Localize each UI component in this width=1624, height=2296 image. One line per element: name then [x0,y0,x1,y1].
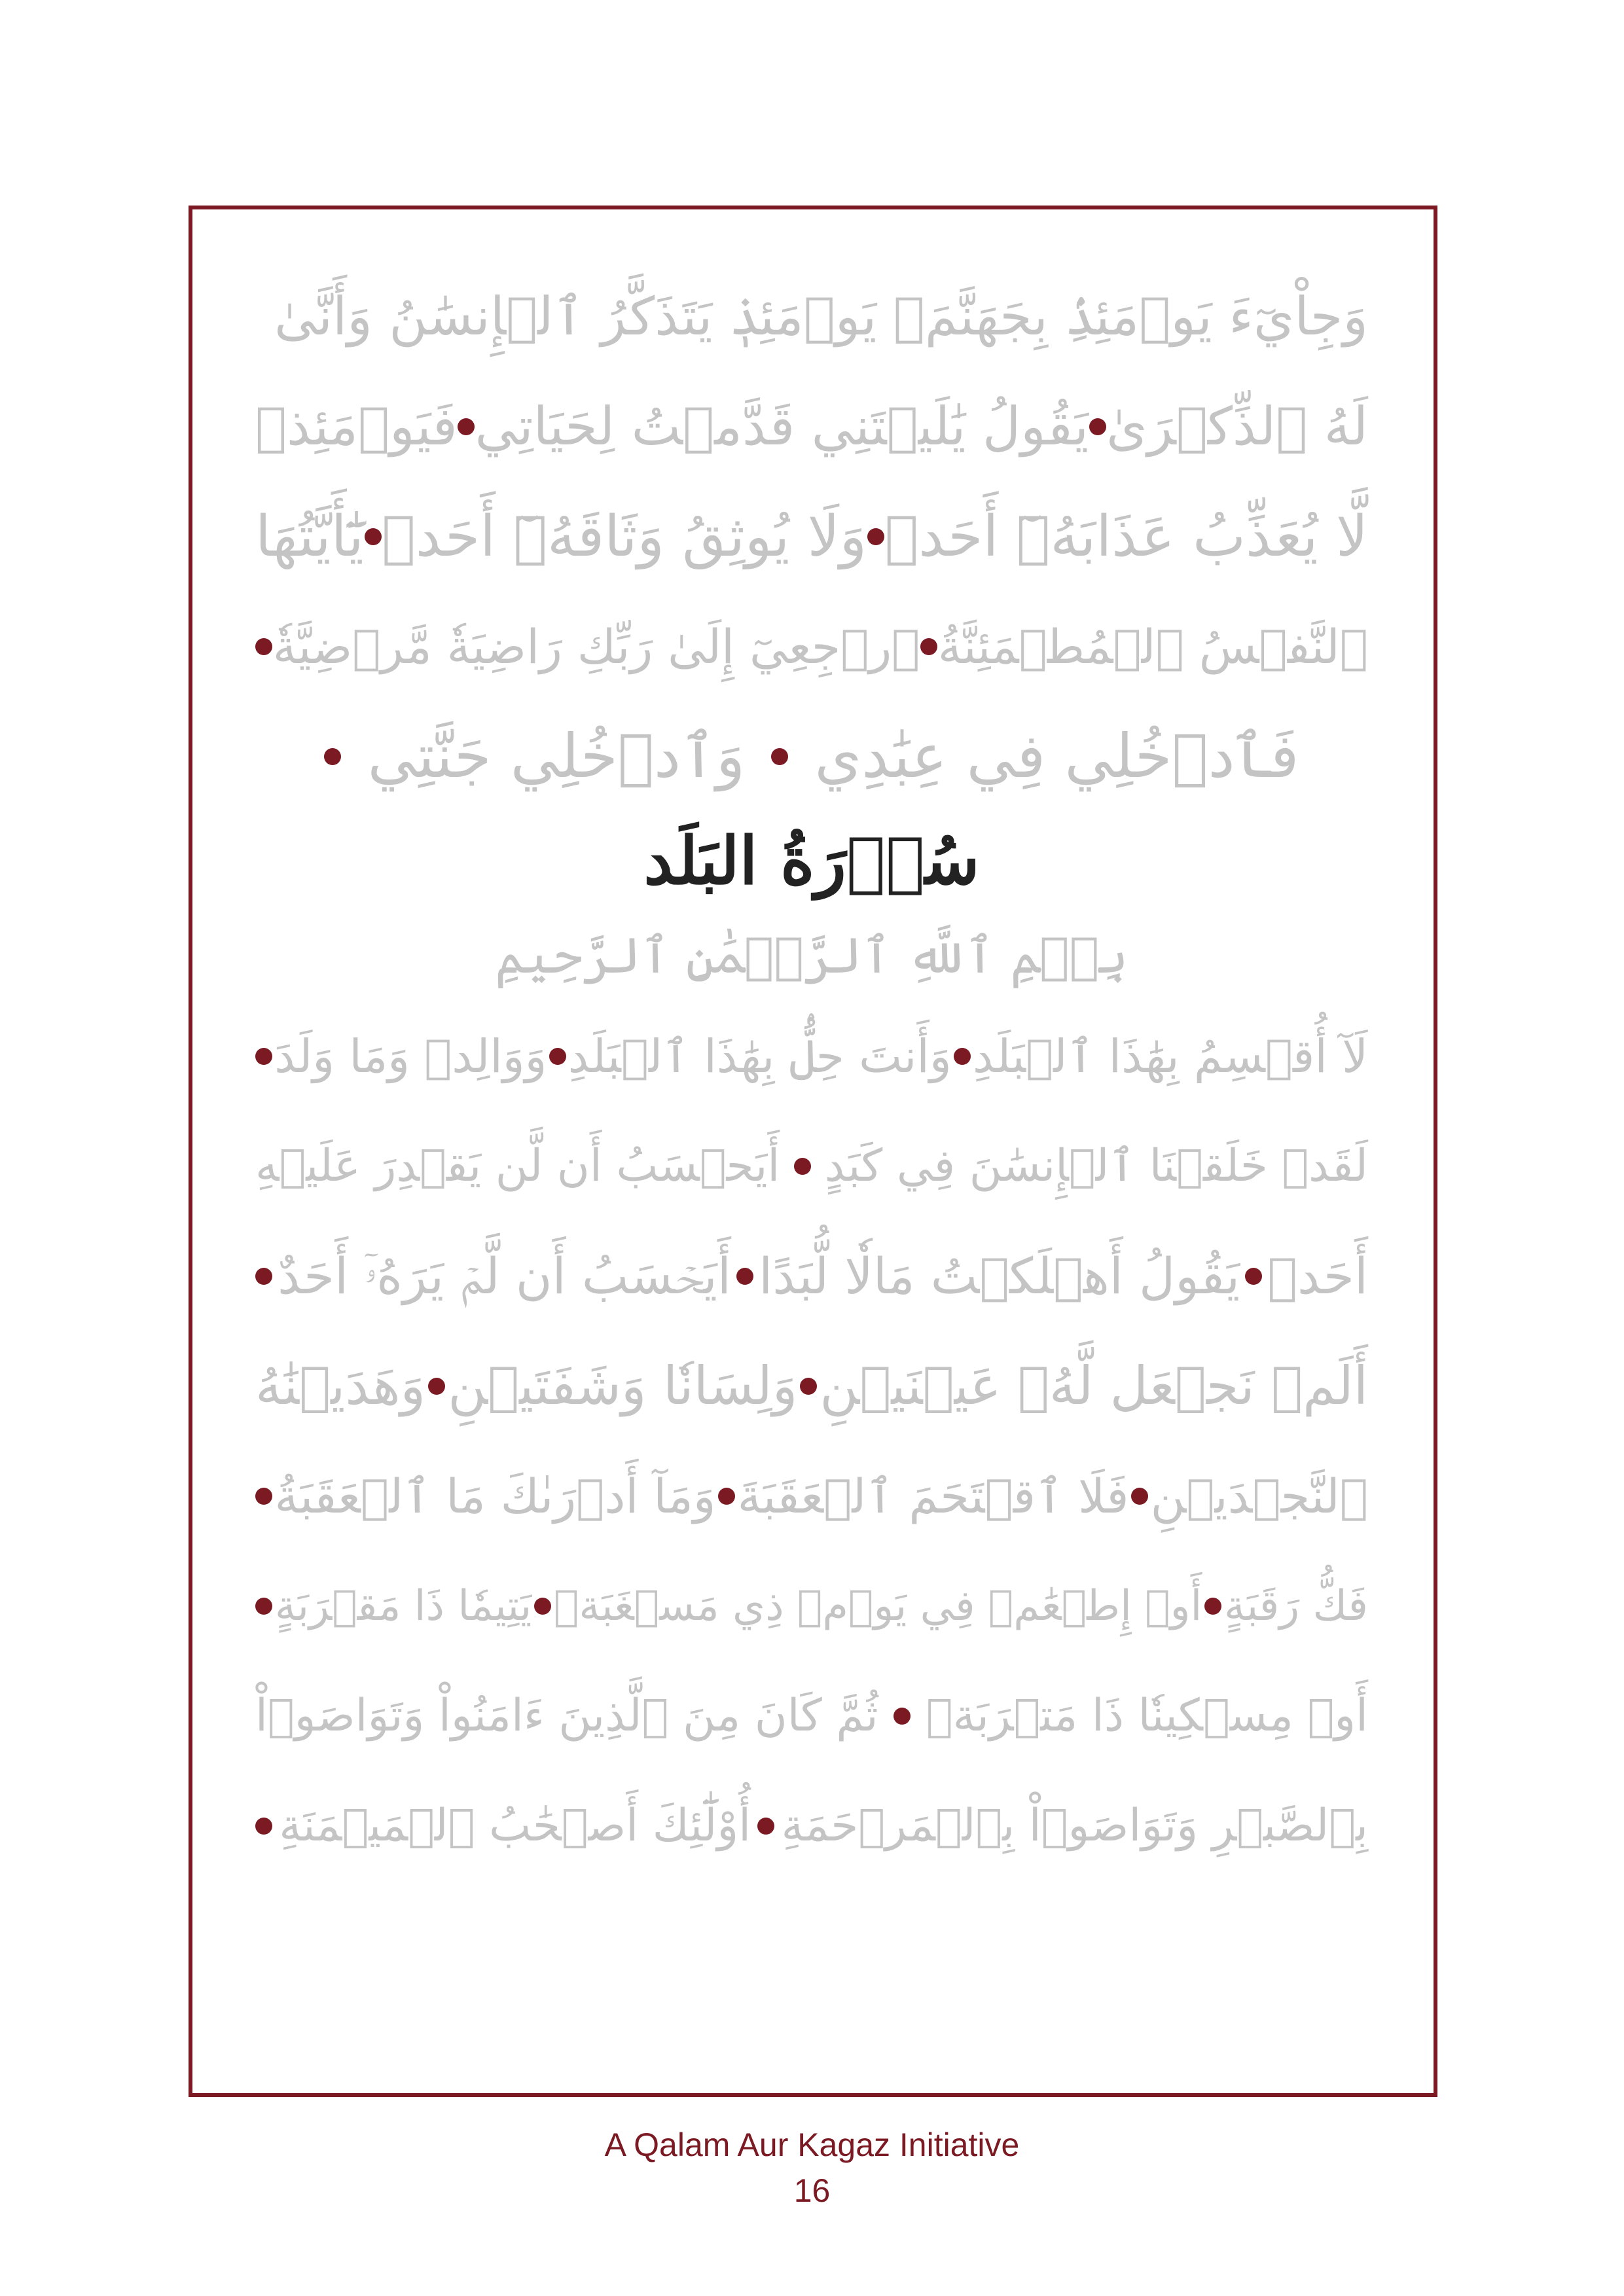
verse-end-marker [1245,1268,1262,1285]
page-content [255,262,1368,1881]
verse-end-marker [324,748,341,765]
surah-title: سُوۡرَةُ البَلَد [643,822,980,899]
verse-end-marker [255,1488,272,1505]
verse-segment: فَكُّ رَقَبَةٍ [1224,1582,1368,1630]
verse-segment: أَيَحۡسَبُ أَن لَّمۡ يَرَهُۥٓ أَحَدٌ [278,1247,731,1305]
verse-line [255,372,1368,482]
verse-line [255,1771,1368,1881]
verse-block-bottom [255,1001,1368,1881]
verse-end-marker [458,418,475,435]
verse-segment: أَوۡ إِطۡعَٰمٞ فِي يَوۡمٖ ذِي مَسۡغَبَةٖ [553,1582,1202,1630]
verse-end-marker [549,1048,566,1065]
verse-segment: أَحَدٞ [1267,1247,1368,1305]
verse-segment: وَلِسَانٗا وَشَفَتَيۡنِ [448,1355,798,1416]
verse-segment: وَلَا يُوثِقُ وَثَاقَهُۥٓ أَحَدٞ [382,504,867,569]
verse-segment: لَهُ ٱلذِّكۡرَىٰ [1106,396,1368,457]
verse-segment: لَقَدۡ خَلَقۡنَا ٱلۡإِنسَٰنَ فِي كَبَدٍ [824,1140,1368,1192]
verse-line [255,482,1368,592]
verse-end-marker [757,1818,774,1835]
verse-segment: ٱلنَّجۡدَيۡنِ [1150,1469,1368,1524]
verse-end-marker [920,638,937,655]
verse-line [255,1001,1368,1111]
verse-line [255,702,1368,812]
verse-segment: يَقُولُ أَهۡلَكۡتُ مَالٗا لُّبَدًا [759,1247,1240,1305]
verse-segment: وَأَنتَ حِلُّۢ بِهَٰذَا ٱلۡبَلَدِ [568,1030,952,1083]
verse-segment: أَيَحۡسَبُ أَن لَّن يَقۡدِرَ عَلَيۡهِ [255,1140,780,1192]
verse-end-marker [365,528,382,545]
verse-line [255,262,1368,372]
footer-credit: A Qalam Aur Kagaz Initiative [604,2126,1020,2163]
verse-end-marker [1204,1598,1221,1615]
verse-end-marker [255,1598,272,1615]
verse-segment: فَيَوۡمَئِذٖ [255,396,458,457]
verse-line [255,1111,1368,1221]
verse-segment: لَّا يُعَذِّبُ عَذَابَهُۥٓ أَحَدٞ [884,504,1368,569]
verse-segment: وَمَآ أَدۡرَىٰكَ مَا ٱلۡعَقَبَةُ [274,1469,716,1524]
page-number: 16 [793,2172,831,2209]
verse-end-marker [428,1378,445,1395]
verse-segment: وَجِاْيٓءَ يَوۡمَئِذِۢ بِجَهَنَّمَۚ يَوۡمَئِذٖ يَتَذَكَّرُ ٱلۡإِنسَٰنُ وَأَنَّىٰ [274,286,1368,347]
verse-segment: يَتِيمٗا ذَا مَقۡرَبَةٍ [274,1582,532,1630]
verse-segment: فَلَا ٱقۡتَحَمَ ٱلۡعَقَبَةَ [737,1469,1129,1524]
verse-end-marker [794,1158,811,1175]
verse-line [255,1551,1368,1661]
verse-end-marker [255,1048,272,1065]
verse-end-marker [255,638,272,655]
bismillah: بِسۡمِ ٱللَّهِ ٱلرَّحۡمَٰنِ ٱلرَّحِيمِ [495,926,1128,984]
verse-segment: فَٱدۡخُلِي فِي عِبَٰدِي [814,721,1299,791]
verse-line [255,1441,1368,1551]
verse-segment: يَٰٓأَيَّتُهَا [255,504,364,569]
verse-end-marker [867,528,884,545]
verse-line [255,1661,1368,1771]
verse-end-marker [255,1268,272,1285]
verse-line [255,1221,1368,1331]
verse-segment: أَوۡ مِسۡكِينٗا ذَا مَتۡرَبَةٖ [926,1690,1368,1742]
verse-segment: ٱلنَّفۡسُ ٱلۡمُطۡمَئِنَّةُ [937,619,1368,674]
verse-segment: أُوْلَٰٓئِكَ أَصۡحَٰبُ ٱلۡمَيۡمَنَةِ [279,1800,751,1852]
verse-segment: يَقُولُ يَٰلَيۡتَنِي قَدَّمۡتُ لِحَيَاتِي [475,396,1089,457]
verse-block-top [255,262,1368,812]
verse-segment: بِٱلصَّبۡرِ وَتَوَاصَوۡاْ بِٱلۡمَرۡحَمَةِ [781,1800,1368,1852]
verse-line [255,1331,1368,1441]
verse-segment: أَلَمۡ نَجۡعَل لَّهُۥ عَيۡنَيۡنِ [820,1355,1368,1416]
verse-segment: وَوَالِدٖ وَمَا وَلَدَ [274,1030,547,1083]
verse-end-marker [534,1598,551,1615]
verse-end-marker [800,1378,817,1395]
verse-end-marker [954,1048,971,1065]
verse-end-marker [1089,418,1106,435]
verse-end-marker [771,748,788,765]
verse-segment: وَهَدَيۡنَٰهُ [255,1355,426,1416]
verse-end-marker [255,1818,272,1835]
verse-line [255,592,1368,702]
verse-segment: لَآ أُقۡسِمُ بِهَٰذَا ٱلۡبَلَدِ [973,1030,1368,1083]
verse-segment: وَٱدۡخُلِي جَنَّتِي [367,721,746,791]
verse-end-marker [1131,1488,1148,1505]
verse-segment: ٱرۡجِعِيٓ إِلَىٰ رَبِّكِ رَاضِيَةٗ مَّرۡضِيَّةٗ [272,619,920,674]
verse-end-marker [893,1708,911,1725]
verse-end-marker [736,1268,753,1285]
verse-segment: ثُمَّ كَانَ مِنَ ٱلَّذِينَ ءَامَنُواْ وَتَوَاصَوۡاْ [255,1690,878,1742]
verse-end-marker [718,1488,735,1505]
